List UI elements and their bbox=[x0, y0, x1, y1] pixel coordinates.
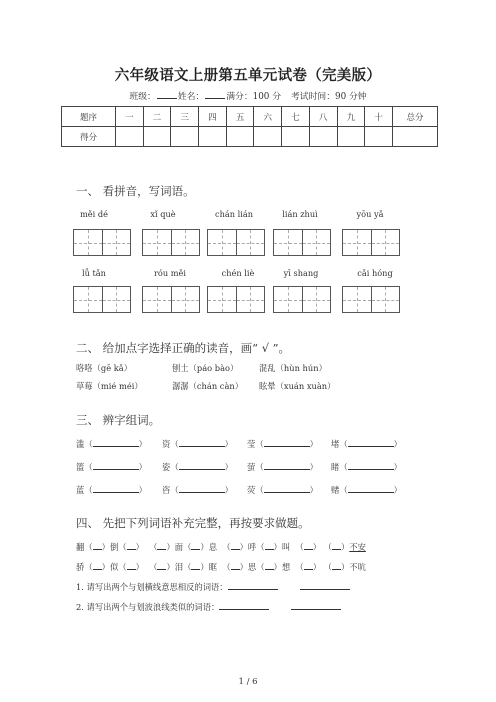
answer-blank[interactable] bbox=[219, 602, 269, 610]
answer-blank[interactable] bbox=[264, 462, 310, 470]
answer-blank[interactable] bbox=[127, 562, 136, 570]
answer-blank[interactable] bbox=[348, 462, 394, 470]
char: 滥 bbox=[76, 439, 85, 449]
class-blank bbox=[157, 90, 177, 99]
answer-blank[interactable] bbox=[231, 562, 240, 570]
char: 不吭 bbox=[349, 562, 366, 572]
answer-blank[interactable] bbox=[228, 582, 278, 590]
answer-blank[interactable] bbox=[332, 542, 341, 550]
writing-box[interactable] bbox=[342, 286, 400, 313]
answer-blank[interactable] bbox=[265, 542, 274, 550]
score-header-cell: 五 bbox=[226, 107, 254, 127]
word-group-row: 滥（ ） bbox=[76, 439, 147, 449]
answer-blank[interactable] bbox=[157, 562, 166, 570]
word-group-row: 咨（ ） bbox=[162, 485, 233, 495]
score-header-cell: 三 bbox=[171, 107, 199, 127]
score-cell[interactable] bbox=[254, 127, 282, 147]
section2-heading: 二、 给加点字选择正确的读音，画“ √ ”。 bbox=[76, 341, 291, 355]
pinyin-label: lǚ tǎn bbox=[82, 268, 106, 278]
char: 思 bbox=[247, 562, 257, 572]
answer-blank[interactable] bbox=[157, 542, 166, 550]
score-header-cell: 四 bbox=[199, 107, 227, 127]
section4-heading: 四、 先把下列词语补充完整，再按要求做题。 bbox=[76, 516, 310, 530]
section1-heading: 一、 看拼音，写词语。 bbox=[76, 184, 195, 198]
answer-blank[interactable] bbox=[93, 542, 102, 550]
word-group-row: 蓝（ ） bbox=[76, 485, 147, 495]
char: 篮 bbox=[76, 462, 85, 472]
char: 赌 bbox=[331, 485, 340, 495]
char: 莹 bbox=[247, 439, 256, 449]
answer-blank[interactable] bbox=[191, 562, 200, 570]
char: 荧 bbox=[247, 485, 256, 495]
pinyin-label: cǎi hóng bbox=[357, 268, 393, 278]
answer-blank[interactable] bbox=[291, 602, 341, 610]
char: 萤 bbox=[247, 462, 256, 472]
pinyin-label: měi dé bbox=[80, 209, 108, 219]
char: 骄 bbox=[76, 562, 85, 572]
word-group-row: 资（ ） bbox=[162, 439, 233, 449]
idiom-row: 翻（ ）倒（ ） （ ）面（ ）息 （ ）呼（ ）叫 （ ） （ ）不安 bbox=[76, 542, 366, 552]
char: 息 bbox=[208, 542, 217, 552]
page-number bbox=[0, 677, 496, 687]
answer-blank[interactable] bbox=[264, 439, 310, 447]
page-separator: / bbox=[246, 677, 250, 687]
pinyin-label: róu měi bbox=[154, 268, 186, 278]
word-group-row: 赌（ ） bbox=[331, 485, 402, 495]
word-group-row: 萤（ ） bbox=[247, 462, 318, 472]
char: 睹 bbox=[331, 462, 340, 472]
score-header-cell: 六 bbox=[254, 107, 282, 127]
char: 咨 bbox=[162, 485, 171, 495]
score-cell[interactable] bbox=[337, 127, 365, 147]
section3-heading: 三、 辨字组词。 bbox=[76, 413, 161, 427]
score-header-cell: 一 bbox=[116, 107, 144, 127]
char: 泪 bbox=[174, 562, 184, 572]
answer-blank[interactable] bbox=[93, 462, 139, 470]
char: 面 bbox=[174, 542, 184, 552]
word-group-row: 睹（ ） bbox=[331, 462, 402, 472]
pinyin-label: xǐ què bbox=[150, 209, 176, 219]
answer-blank[interactable] bbox=[332, 562, 341, 570]
reading-item[interactable]: 草莓（mié méi） bbox=[76, 381, 143, 391]
reading-item[interactable]: 潺潺（chán càn） bbox=[172, 381, 244, 391]
score-header-cell: 八 bbox=[309, 107, 337, 127]
answer-blank[interactable] bbox=[348, 485, 394, 493]
char: 姿 bbox=[162, 462, 171, 472]
question-text: 1. 请写出两个与划横线意思相反的词语： bbox=[76, 582, 228, 592]
exam-time: 考试时间：90 分钟 bbox=[291, 92, 367, 102]
name-label: 姓名： bbox=[177, 92, 205, 102]
answer-blank[interactable] bbox=[93, 485, 139, 493]
char: 蓝 bbox=[76, 485, 85, 495]
page-title: 六年级语文上册第五单元试卷（完美版） bbox=[114, 67, 382, 84]
underlined-word: 不安 bbox=[349, 542, 366, 552]
pinyin-label: lián zhuì bbox=[282, 209, 318, 219]
answer-blank[interactable] bbox=[179, 439, 225, 447]
score-header-cell: 总分 bbox=[393, 107, 438, 127]
pinyin-label: yōu yǎ bbox=[356, 209, 384, 219]
answer-blank[interactable] bbox=[179, 485, 225, 493]
writing-box[interactable] bbox=[273, 286, 331, 313]
score-table bbox=[61, 106, 438, 147]
answer-blank[interactable] bbox=[304, 542, 313, 550]
score-cell[interactable] bbox=[143, 127, 171, 147]
reading-item[interactable]: 咯咯（gē kǎ） bbox=[76, 363, 133, 373]
writing-box[interactable] bbox=[273, 229, 331, 256]
score-cell[interactable] bbox=[309, 127, 337, 147]
word-group-row: 荧（ ） bbox=[247, 485, 318, 495]
char: 翻 bbox=[76, 542, 85, 552]
score-header-cell: 二 bbox=[143, 107, 171, 127]
char: 叫 bbox=[281, 542, 291, 552]
writing-box[interactable] bbox=[207, 229, 265, 256]
answer-blank[interactable] bbox=[93, 439, 139, 447]
class-label: 班级： bbox=[129, 92, 156, 102]
pinyin-label: chén liè bbox=[221, 268, 255, 278]
reading-item[interactable]: 混乱（hùn hún） bbox=[259, 363, 327, 373]
word-group-row: 篮（ ） bbox=[76, 462, 147, 472]
score-cell[interactable] bbox=[393, 127, 438, 147]
answer-blank[interactable] bbox=[348, 439, 394, 447]
answer-blank[interactable] bbox=[304, 562, 313, 570]
question-1 bbox=[76, 581, 350, 593]
score-header-cell: 九 bbox=[337, 107, 365, 127]
char: 倒 bbox=[109, 542, 119, 552]
reading-item[interactable]: 眩晕（xuán xuàn） bbox=[259, 381, 336, 391]
score-row-label: 得分 bbox=[62, 127, 116, 147]
writing-box[interactable] bbox=[207, 286, 265, 313]
full-score: 满分：100 分 bbox=[226, 92, 281, 102]
answer-blank[interactable] bbox=[264, 485, 310, 493]
score-header-row bbox=[62, 107, 438, 127]
word-group-row: 姿（ ） bbox=[162, 462, 233, 472]
total-pages: 6 bbox=[252, 677, 258, 687]
writing-box[interactable] bbox=[73, 229, 131, 256]
score-cell[interactable] bbox=[199, 127, 227, 147]
char: 眶 bbox=[208, 562, 217, 572]
answer-blank[interactable] bbox=[179, 462, 225, 470]
score-cell[interactable] bbox=[171, 127, 199, 147]
char: 想 bbox=[281, 562, 291, 572]
idiom-row: 骄（ ）似（ ） （ ）泪（ ）眶 （ ）思（ ）想 （ ） （ ）不吭 bbox=[76, 562, 366, 572]
pinyin-label: chán lián bbox=[214, 209, 253, 219]
answer-blank[interactable] bbox=[300, 582, 350, 590]
exam-info bbox=[0, 89, 496, 102]
score-row bbox=[62, 127, 438, 147]
current-page: 1 bbox=[238, 677, 244, 687]
question-2 bbox=[76, 601, 341, 613]
answer-blank[interactable] bbox=[231, 542, 240, 550]
char: 资 bbox=[162, 439, 171, 449]
name-blank bbox=[205, 90, 225, 99]
word-group-row: 堵（ ） bbox=[331, 439, 402, 449]
char: 似 bbox=[109, 562, 119, 572]
answer-blank[interactable] bbox=[265, 562, 274, 570]
question-text: 2. 请写出两个与划波浪线类似的词语： bbox=[76, 602, 220, 612]
pinyin-label: yī shang bbox=[283, 268, 319, 278]
score-header-cell: 题序 bbox=[62, 107, 116, 127]
score-header-cell: 七 bbox=[282, 107, 310, 127]
score-header-cell: 十 bbox=[365, 107, 393, 127]
score-cell[interactable] bbox=[226, 127, 254, 147]
answer-blank[interactable] bbox=[93, 562, 102, 570]
writing-box[interactable] bbox=[342, 229, 400, 256]
writing-box[interactable] bbox=[73, 286, 131, 313]
answer-blank[interactable] bbox=[127, 542, 136, 550]
writing-box[interactable] bbox=[142, 286, 200, 313]
score-cell[interactable] bbox=[365, 127, 393, 147]
reading-item[interactable]: 刨土（páo bào） bbox=[172, 363, 239, 373]
char: 呼 bbox=[247, 542, 257, 552]
writing-box[interactable] bbox=[142, 229, 200, 256]
answer-blank[interactable] bbox=[191, 542, 200, 550]
word-group-row: 莹（ ） bbox=[247, 439, 318, 449]
char: 堵 bbox=[331, 439, 340, 449]
score-cell[interactable] bbox=[116, 127, 144, 147]
score-cell[interactable] bbox=[282, 127, 310, 147]
